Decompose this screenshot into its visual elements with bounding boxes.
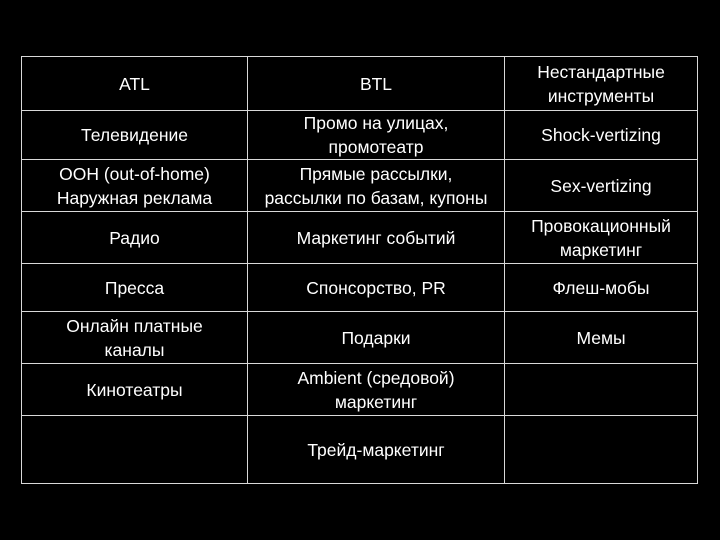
table-cell [505, 416, 698, 484]
table-cell: Маркетинг событий [248, 212, 505, 264]
table-cell: Провокационный маркетинг [505, 212, 698, 264]
table-row [22, 264, 698, 312]
table-row [22, 416, 698, 484]
table-row [22, 160, 698, 212]
table-header-row [22, 57, 698, 111]
table-cell: Кинотеатры [22, 364, 248, 416]
table-cell: Флеш-мобы [505, 264, 698, 312]
table-cell: Онлайн платные каналы [22, 312, 248, 364]
table-cell: Радио [22, 212, 248, 264]
table-cell: Спонсорство, PR [248, 264, 505, 312]
table-cell: Трейд-маркетинг [248, 416, 505, 484]
table-cell [505, 364, 698, 416]
table-cell: Shock-vertizing [505, 111, 698, 160]
table-cell: Пресса [22, 264, 248, 312]
table-cell: OOH (out-of-home) Наружная реклама [22, 160, 248, 212]
header-atl: ATL [22, 57, 248, 111]
table-row [22, 212, 698, 264]
marketing-tools-table [21, 56, 698, 484]
table-cell: Прямые рассылки, рассылки по базам, купоны [248, 160, 505, 212]
table-cell: Подарки [248, 312, 505, 364]
header-nonstandard: Нестандартные инструменты [505, 57, 698, 111]
table-cell: Ambient (средовой) маркетинг [248, 364, 505, 416]
header-btl: BTL [248, 57, 505, 111]
table-cell: Sex-vertizing [505, 160, 698, 212]
table-cell [22, 416, 248, 484]
table-row [22, 312, 698, 364]
table-cell: Мемы [505, 312, 698, 364]
table-cell: Телевидение [22, 111, 248, 160]
table-row [22, 364, 698, 416]
table-cell: Промо на улицах, промотеатр [248, 111, 505, 160]
table-row [22, 111, 698, 160]
